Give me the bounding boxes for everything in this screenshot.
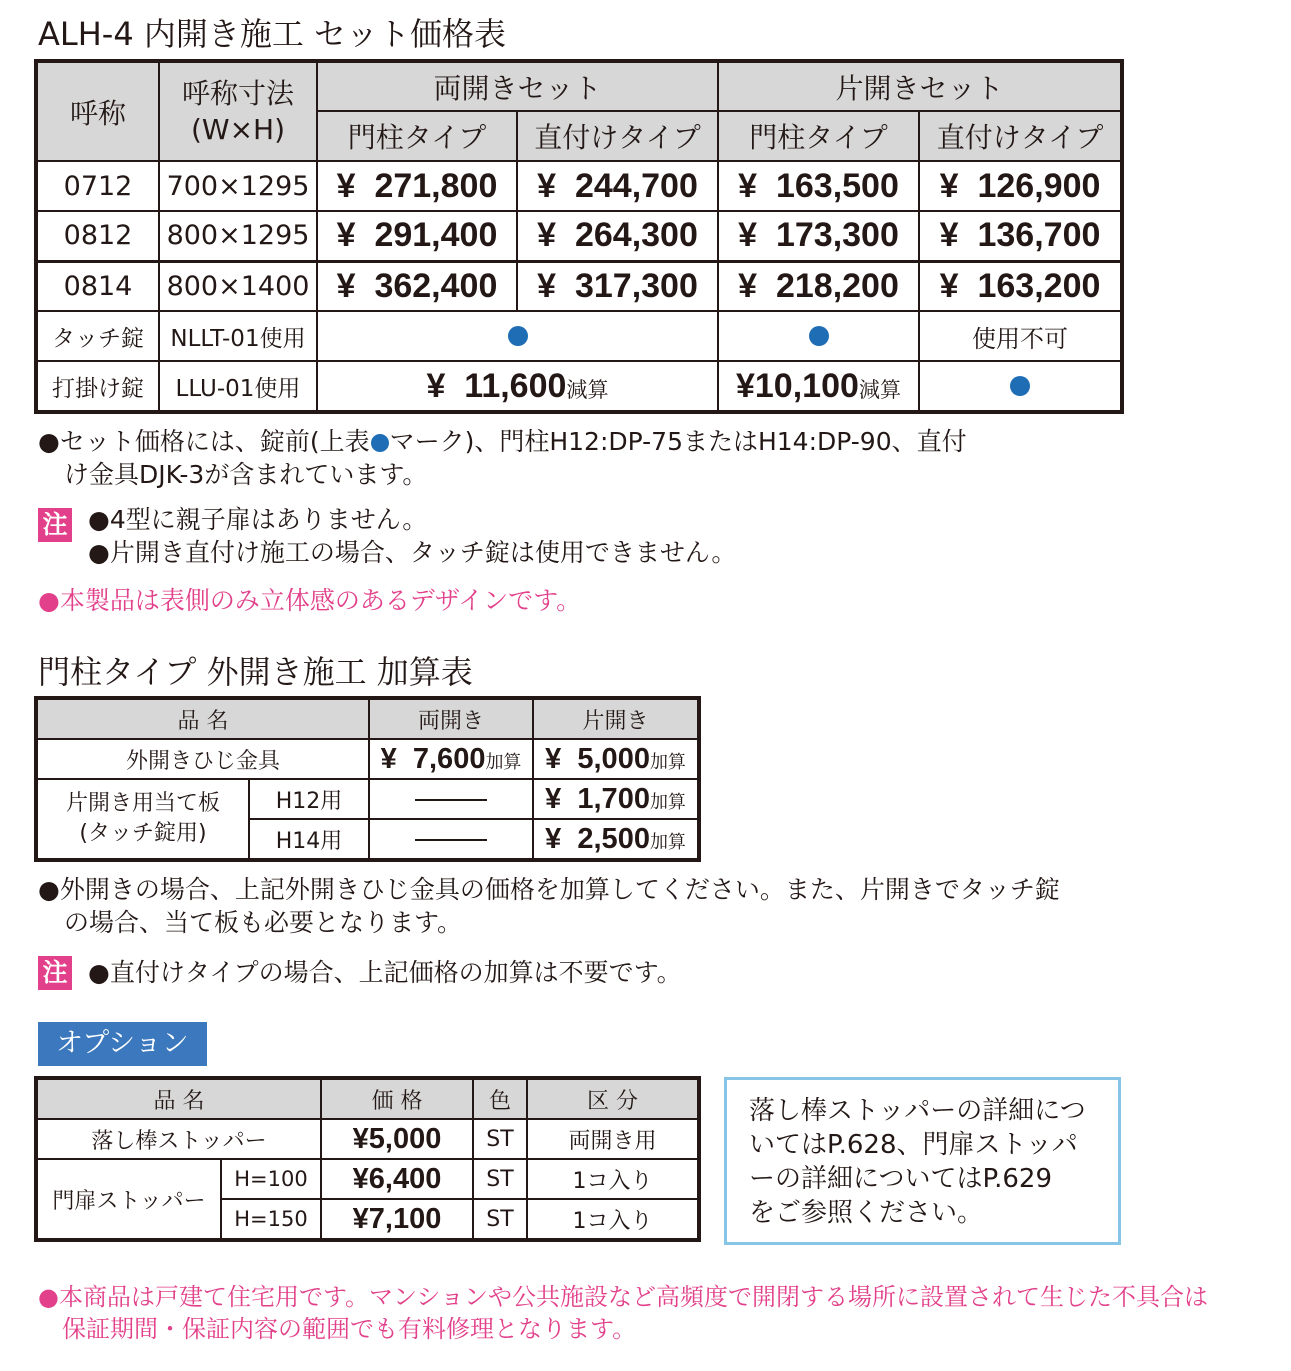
table-row (37, 211, 1121, 261)
yen-sign: ¥ (939, 266, 959, 305)
yen-sign: ¥ (545, 822, 562, 855)
price-value: 173,300 (775, 216, 899, 255)
row-size: 700×1295 (159, 161, 317, 211)
add-suffix: 加算 (485, 751, 522, 773)
option-color: ST (473, 1119, 527, 1159)
yen-sign: ¥ (939, 166, 959, 205)
yen-sign: ¥ (545, 742, 562, 775)
price-value: 291,400 (374, 216, 498, 255)
caution-line: ●直付けタイプの場合、上記価格の加算は不要です。 (88, 958, 682, 987)
addition-table-title: 門柱タイプ 外開き施工 加算表 (38, 653, 473, 691)
price-cell (919, 261, 1121, 311)
yen-sign: ¥ (537, 166, 557, 205)
price-cell (919, 161, 1121, 211)
header-both-post: 門柱タイプ (317, 111, 517, 161)
row-name: 0712 (37, 161, 159, 211)
strike-lock-row (37, 361, 1121, 411)
header-item-name: 品 名 (37, 1079, 321, 1119)
row-size: 800×1295 (159, 211, 317, 261)
price-value: 271,800 (374, 166, 498, 205)
price-value: 264,300 (574, 216, 698, 255)
table-row (37, 161, 1121, 211)
option-price: ¥7,100 (321, 1199, 473, 1239)
hinge-name: 外開きひじ金具 (37, 739, 369, 779)
included-dot-icon (508, 326, 528, 346)
option-label: オプション (38, 1022, 207, 1066)
header-single-post: 門柱タイプ (718, 111, 919, 161)
table-row (37, 1159, 698, 1199)
row-size: 800×1400 (159, 261, 317, 311)
header-size (159, 62, 317, 161)
deduct-suffix: 減算 (858, 376, 902, 402)
option-table (36, 1078, 699, 1240)
note-line: ●外開きの場合、上記外開きひじ金具の価格を加算してください。また、片開きでタッチ錠 (38, 875, 1060, 904)
table-row (37, 739, 698, 779)
row-name: 0812 (37, 211, 159, 261)
plate-name-line2: (タッチ錠用) (79, 821, 207, 846)
not-applicable-cell (369, 779, 533, 819)
strike-lock-both-price (317, 361, 718, 411)
yen-sign: ¥ (545, 782, 562, 815)
set-price-table (36, 61, 1122, 412)
price-cell (317, 211, 517, 261)
touch-lock-single-post (718, 311, 919, 361)
header-color: 色 (473, 1079, 527, 1119)
price-value: 2,500 (577, 822, 650, 855)
header-size-line1: 呼称寸法 (181, 76, 294, 110)
price-cell (517, 161, 718, 211)
add-suffix: 加算 (649, 751, 686, 773)
option-name: 落し棒ストッパー (37, 1119, 321, 1159)
add-suffix: 加算 (649, 791, 686, 813)
strike-lock-name: 打掛け錠 (37, 361, 159, 411)
header-both-direct: 直付けタイプ (517, 111, 718, 161)
header-size-line2: (W×H) (190, 112, 286, 146)
yen-sign: ¥ (336, 166, 356, 205)
design-note: ●本製品は表側のみ立体感のあるデザインです。 (38, 586, 582, 615)
yen-sign: ¥ (738, 216, 758, 255)
info-line: ーの詳細についてはP.629 (749, 1164, 1052, 1194)
header-price: 価 格 (321, 1079, 473, 1119)
option-color: ST (473, 1159, 527, 1199)
plate-h14: H14用 (249, 819, 369, 859)
note-line: け金具DJK-3が含まれています。 (64, 460, 428, 489)
price-cell (317, 161, 517, 211)
price-value: 163,200 (977, 266, 1101, 305)
warranty-note (38, 1281, 1208, 1345)
header-name: 呼称 (37, 62, 159, 161)
dash-icon (415, 839, 487, 841)
add-suffix: 加算 (649, 831, 686, 853)
info-line: 落し棒ストッパーの詳細につ (749, 1096, 1086, 1126)
info-line: をご参照ください。 (749, 1198, 984, 1228)
caution-badge (38, 956, 72, 990)
yen-sign: ¥ (738, 166, 758, 205)
price-value: 136,700 (977, 216, 1101, 255)
set-price-note (38, 425, 1138, 491)
plate-h12: H12用 (249, 779, 369, 819)
plate-name-line1: 片開き用当て板 (65, 791, 220, 816)
caution-badge (38, 508, 72, 542)
price-cell (369, 739, 533, 779)
strike-lock-single-price (718, 361, 919, 411)
option-color: ST (473, 1199, 527, 1239)
included-dot-icon (809, 326, 829, 346)
yen-sign: ¥ (336, 216, 356, 255)
price-value: 11,600 (464, 366, 567, 405)
caution-icon: 注 (38, 956, 72, 990)
option-class: 1コ入り (527, 1159, 698, 1199)
price-cell (517, 261, 718, 311)
header-both: 両開き (369, 699, 533, 739)
price-cell (533, 819, 698, 859)
price-value: 5,000 (577, 742, 650, 775)
price-cell (718, 261, 919, 311)
price-value: 7,600 (412, 742, 486, 775)
table-row (37, 1119, 698, 1159)
price-value: 163,500 (775, 166, 899, 205)
price-value: 126,900 (977, 166, 1101, 205)
yen-sign: ¥ (939, 216, 959, 255)
caution-line: ●4型に親子扉はありません。 (88, 505, 428, 534)
addition-note (38, 873, 1060, 939)
not-applicable-cell (369, 819, 533, 859)
yen-sign: ¥ (426, 366, 446, 405)
yen-sign: ¥ (537, 216, 557, 255)
price-cell (919, 211, 1121, 261)
touch-lock-both (317, 311, 718, 361)
header-single-set: 片開きセット (718, 62, 1121, 111)
price-value: ¥10,100 (735, 366, 859, 405)
option-class: 1コ入り (527, 1199, 698, 1239)
price-value: 362,400 (374, 266, 498, 305)
caution-list (88, 503, 736, 569)
touch-lock-single-direct: 使用不可 (919, 311, 1121, 361)
price-value: 244,700 (574, 166, 698, 205)
option-price: ¥6,400 (321, 1159, 473, 1199)
price-cell (533, 739, 698, 779)
set-price-table-title: ALH-4 内開き施工 セット価格表 (38, 15, 507, 53)
caution-line: ●片開き直付け施工の場合、タッチ錠は使用できません。 (88, 538, 737, 567)
price-cell (317, 261, 517, 311)
stopper-info-box (724, 1077, 1121, 1245)
header-item-name: 品 名 (37, 699, 369, 739)
strike-lock-single-direct (919, 361, 1121, 411)
option-sub: H=150 (221, 1199, 321, 1239)
option-sub: H=100 (221, 1159, 321, 1199)
table-row (37, 779, 698, 819)
price-value: 1,700 (577, 782, 650, 815)
dash-icon (415, 799, 487, 801)
footer-line: 保証期間・保証内容の範囲でも有料修理となります。 (62, 1315, 637, 1343)
option-price: ¥5,000 (321, 1119, 473, 1159)
option-name: 門扉ストッパー (37, 1159, 221, 1239)
option-class: 両開き用 (527, 1119, 698, 1159)
price-cell (718, 211, 919, 261)
price-cell (533, 779, 698, 819)
included-dot-icon (1010, 376, 1030, 396)
header-class: 区 分 (527, 1079, 698, 1119)
note-line: の場合、当て板も必要となります。 (64, 908, 463, 937)
price-cell (517, 211, 718, 261)
header-both-set: 両開きセット (317, 62, 718, 111)
addition-table (36, 698, 699, 860)
row-name: 0814 (37, 261, 159, 311)
plate-name (37, 779, 249, 859)
deduct-suffix: 減算 (566, 376, 609, 402)
touch-lock-model: NLLT-01使用 (159, 311, 317, 361)
footer-line: ●本商品は戸建て住宅用です。マンションや公共施設など高頻度で開閉する場所に設置されて生じた不具合は (38, 1283, 1208, 1311)
strike-lock-model: LLU-01使用 (159, 361, 317, 411)
price-value: 218,200 (775, 266, 899, 305)
included-dot-icon (371, 434, 389, 452)
touch-lock-row (37, 311, 1121, 361)
note-line: マーク)、門柱H12:DP-75またはH14:DP-90、直付 (389, 427, 967, 456)
header-single: 片開き (533, 699, 698, 739)
touch-lock-name: タッチ錠 (37, 311, 159, 361)
yen-sign: ¥ (738, 266, 758, 305)
info-line: いてはP.628、門扉ストッパ (749, 1130, 1078, 1160)
yen-sign: ¥ (380, 742, 397, 775)
yen-sign: ¥ (336, 266, 356, 305)
header-single-direct: 直付けタイプ (919, 111, 1121, 161)
table-row (37, 261, 1121, 311)
yen-sign: ¥ (537, 266, 557, 305)
price-value: 317,300 (574, 266, 698, 305)
note-line: ●セット価格には、錠前(上表 (38, 427, 370, 456)
price-cell (718, 161, 919, 211)
caution-icon: 注 (38, 508, 72, 542)
